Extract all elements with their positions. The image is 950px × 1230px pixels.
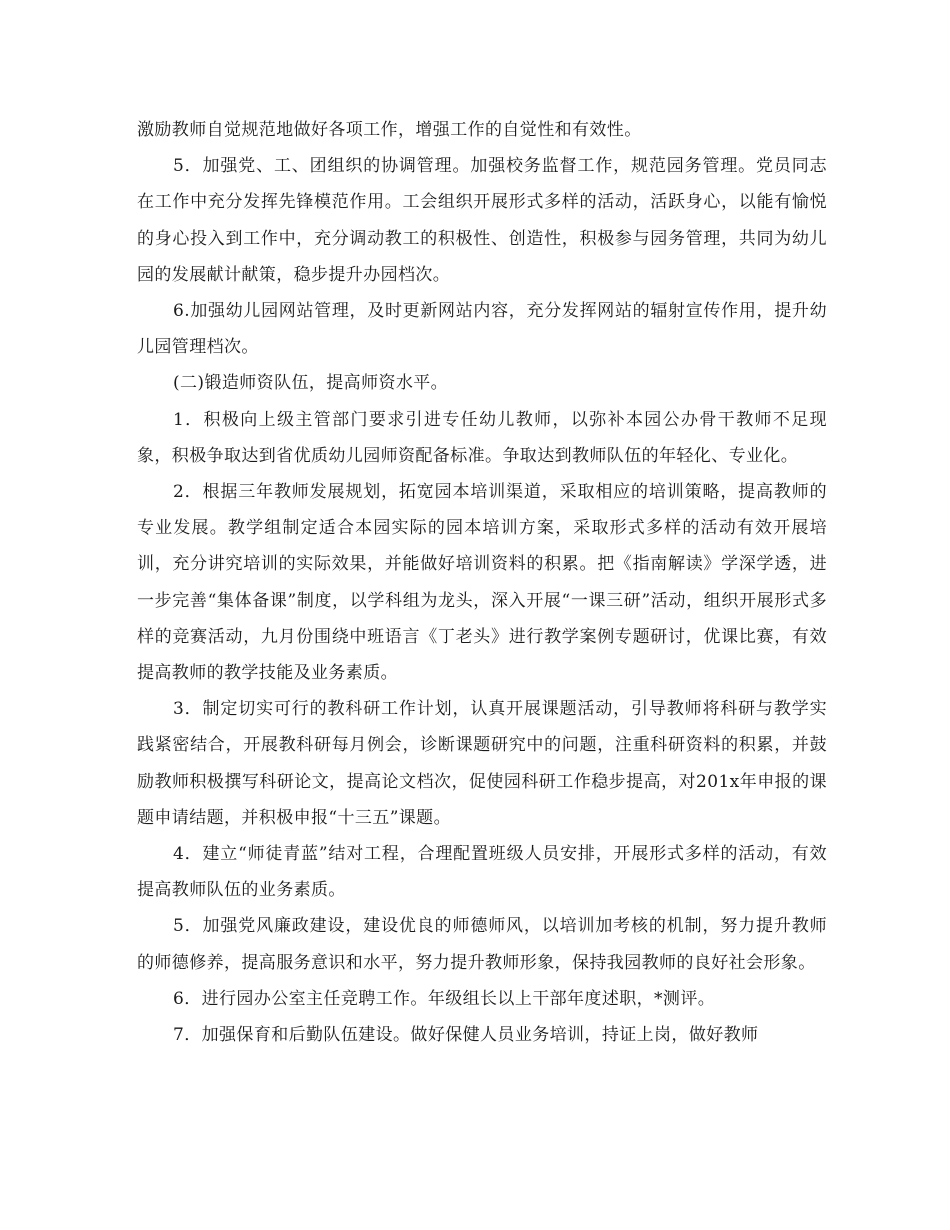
- section-heading-teacher-team: (二)锻造师资队伍，提高师资水平。: [173, 373, 449, 394]
- paragraph-item-4-mentoring: 4．建立“师徒青蓝”结对工程，合理配置班级人员安排，开展形式多样的活动，有效提高教师队伍的业务素质。: [137, 844, 827, 901]
- paragraph-item-3-research: 3．制定切实可行的教科研工作计划，认真开展课题活动，引导教师将科研与教学实践紧密结合，开展教科研每月例会，诊断课题研究中的问题，注重科研资料的积累，并鼓励教师积极撰写科研论文，提高论文档次，促使园科研工作稳步提高，对201x年申报的课题申请结题，并积极申报“十三五”课题。: [137, 699, 827, 828]
- paragraph-continuation: 激励教师自觉规范地做好各项工作，增强工作的自觉性和有效性。: [137, 120, 642, 140]
- paragraph-item-2-training: 2．根据三年教师发展规划，拓宽园本培训渠道，采取相应的培训策略，提高教师的专业发展。教学组制定适合本园实际的园本培训方案，采取形式多样的活动有效开展培训，充分讲究培训的实际效果，并能做好培训资料的积累。把《指南解读》学深学透，进一步完善“集体备课”制度，以学科组为龙头，深入开展“一课三研”活动，组织开展形式多样的竞赛活动，九月份围绕中班语言《丁老头》进行教学案例专题研讨，优课比赛，有效提高教师的教学技能及业务素质。: [137, 482, 827, 684]
- paragraph-item-6-election: 6．进行园办公室主任竞聘工作。年级组长以上干部年度述职，*测评。: [173, 988, 716, 1009]
- paragraph-item-7-support-staff: 7．加强保育和后勤队伍建设。做好保健人员业务培训，持证上岗，做好教师: [173, 1025, 759, 1046]
- paragraph-item-1-recruit: 1．积极向上级主管部门要求引进专任幼儿教师，以弥补本园公办骨干教师不足现象，积极争取达到省优质幼儿园师资配备标准。争取达到教师队伍的年轻化、专业化。: [137, 409, 827, 466]
- paragraph-item-5-party-union: 5．加强党、工、团组织的协调管理。加强校务监督工作，规范园务管理。党员同志在工作中充分发挥先锋模范作用。工会组织开展形式多样的活动，活跃身心，以能有愉悦的身心投入到工作中，充分调动教工的积极性、创造性，积极参与园务管理，共同为幼儿园的发展献计献策，稳步提升办园档次。: [137, 156, 827, 285]
- paragraph-item-5-ethics: 5．加强党风廉政建设，建设优良的师德师风，以培训加考核的机制，努力提升教师的师德修养，提高服务意识和水平，努力提升教师形象，保持我园教师的良好社会形象。: [137, 916, 827, 973]
- paragraph-item-6-website: 6.加强幼儿园网站管理，及时更新网站内容，充分发挥网站的辐射宣传作用，提升幼儿园管理档次。: [137, 301, 827, 358]
- document-body: [137, 112, 827, 1053]
